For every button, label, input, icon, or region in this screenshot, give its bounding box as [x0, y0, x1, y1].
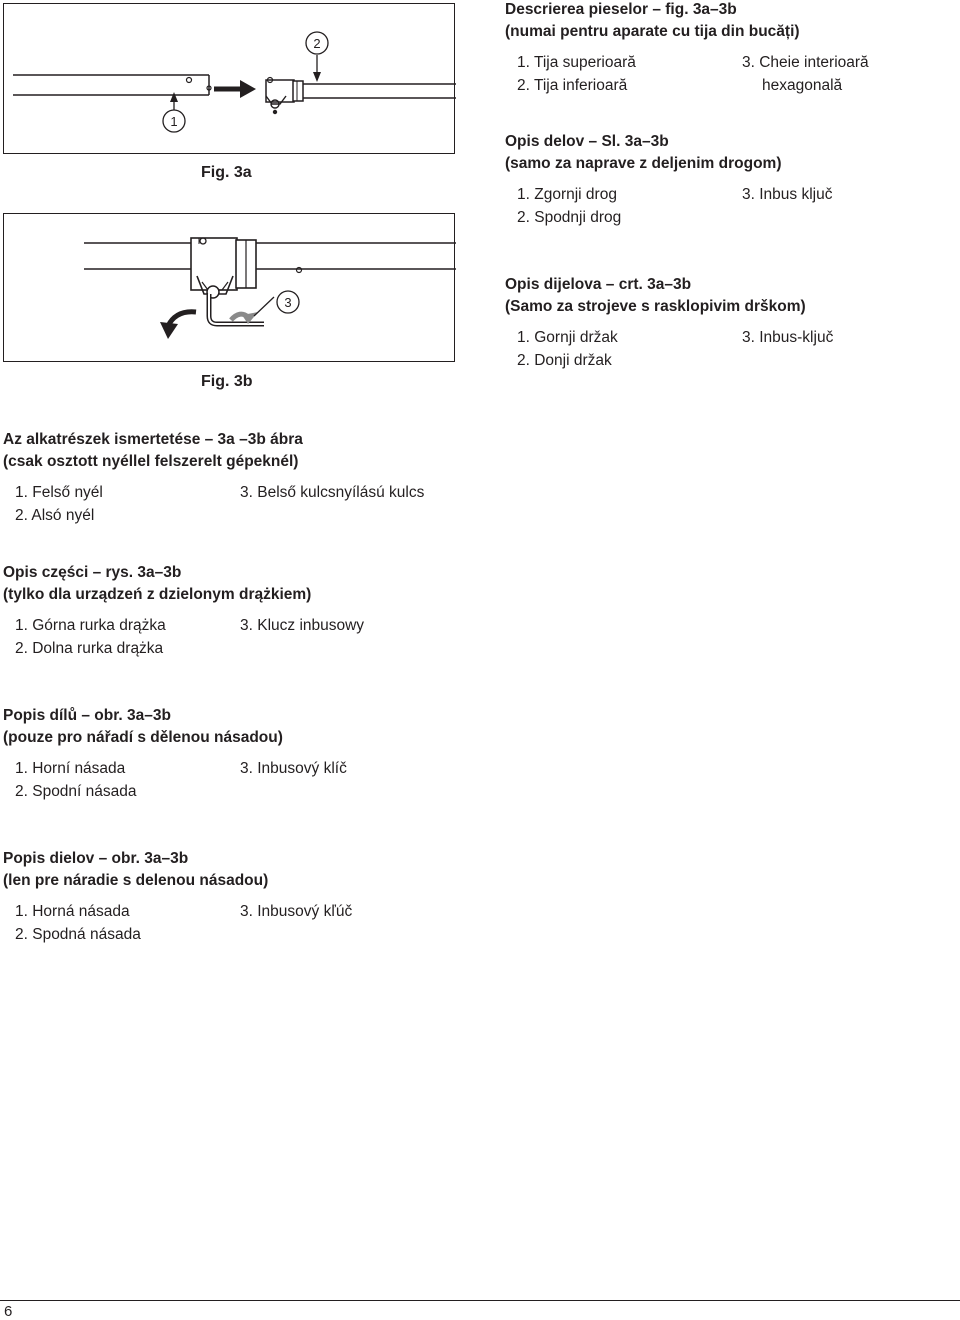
section-ro-item-1: 1. Tija superioară — [517, 54, 636, 71]
section-sl-item-3: 3. Inbus ključ — [742, 186, 833, 203]
section-sk — [3, 848, 353, 946]
figure-3b — [3, 213, 455, 362]
section-pl-heading-1: Opis części – rys. 3a–3b — [3, 564, 182, 581]
section-hr-heading-2: (Samo za strojeve s rasklopivim drškom) — [505, 298, 806, 315]
section-cs-item-1: 1. Horní násada — [15, 760, 126, 777]
section-hr-item-1: 1. Gornji držak — [517, 329, 618, 346]
section-hu-item-1: 1. Felső nyél — [15, 484, 103, 501]
section-hr — [505, 274, 834, 372]
figure-3b-drawing — [4, 214, 456, 363]
figure-3a — [3, 3, 455, 154]
section-pl — [3, 562, 365, 660]
section-ro-item-3-cont: hexagonală — [762, 77, 843, 94]
section-pl-item-2: 2. Dolna rurka drążka — [15, 640, 164, 657]
section-cs-item-3: 3. Inbusový klíč — [240, 760, 347, 777]
section-sl-heading-2: (samo za naprave z deljenim drogom) — [505, 155, 782, 172]
callout-3-label: 3 — [284, 295, 292, 310]
section-hu-item-2: 2. Alsó nyél — [15, 507, 95, 524]
section-hr-item-2: 2. Donji držak — [517, 352, 612, 369]
section-sk-item-2: 2. Spodná násada — [15, 926, 141, 943]
section-ro-item-3: 3. Cheie interioară — [742, 54, 869, 71]
page-number: 6 — [4, 1303, 13, 1320]
section-ro-heading-1: Descrierea pieselor – fig. 3a–3b — [505, 1, 737, 18]
section-pl-item-3: 3. Klucz inbusowy — [240, 617, 365, 634]
callout-2-label: 2 — [313, 36, 321, 51]
section-sk-heading-2: (len pre náradie s delenou násadou) — [3, 872, 269, 889]
section-sk-heading-1: Popis dielov – obr. 3a–3b — [3, 850, 189, 867]
section-pl-item-1: 1. Górna rurka drążka — [15, 617, 166, 634]
section-hr-heading-1: Opis dijelova – crt. 3a–3b — [505, 276, 692, 293]
section-ro-item-2: 2. Tija inferioară — [517, 77, 628, 94]
section-hu-heading-1: Az alkatrészek ismertetése – 3a –3b ábra — [3, 431, 303, 448]
section-cs — [3, 705, 347, 803]
section-hu — [3, 429, 425, 527]
footer-divider — [0, 1300, 960, 1301]
section-sk-item-3: 3. Inbusový kľúč — [240, 903, 353, 920]
callout-1-label: 1 — [170, 114, 178, 129]
section-ro-heading-2: (numai pentru aparate cu tija din bucăți) — [505, 23, 800, 40]
section-hr-item-3: 3. Inbus-ključ — [742, 329, 834, 346]
section-hu-item-3: 3. Belső kulcsnyílású kulcs — [240, 484, 425, 501]
section-sk-item-1: 1. Horná násada — [15, 903, 130, 920]
figure-3a-caption: Fig. 3a — [201, 164, 252, 181]
section-sl-item-1: 1. Zgornji drog — [517, 186, 617, 203]
section-cs-heading-2: (pouze pro nářadí s dělenou násadou) — [3, 729, 283, 746]
section-hu-heading-2: (csak osztott nyéllel felszerelt gépeknél) — [3, 453, 299, 470]
section-sl-item-2: 2. Spodnji drog — [517, 209, 622, 226]
section-pl-heading-2: (tylko dla urządzeń z dzielonym drążkiem) — [3, 586, 312, 603]
section-sl — [505, 131, 833, 229]
section-sl-heading-1: Opis delov – Sl. 3a–3b — [505, 133, 669, 150]
section-ro — [505, 0, 869, 97]
section-cs-heading-1: Popis dílů – obr. 3a–3b — [3, 707, 171, 724]
figure-3b-caption: Fig. 3b — [201, 373, 253, 390]
section-cs-item-2: 2. Spodní násada — [15, 783, 137, 800]
figure-3a-drawing — [4, 4, 456, 155]
